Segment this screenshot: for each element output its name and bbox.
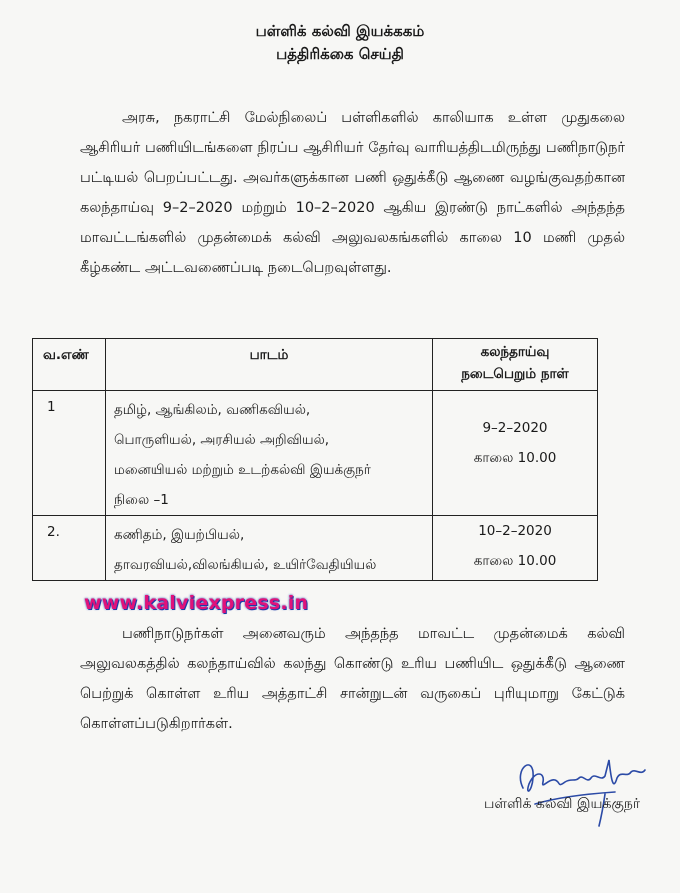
header-date-line1: கலந்தாய்வு xyxy=(480,344,550,360)
header-date-line2: நடைபெறும் நாள் xyxy=(461,366,569,382)
subject-line: மனையியல் மற்றும் உடற்கல்வி இயக்குநர் xyxy=(114,462,371,478)
intro-line: பட்டியல் பெறப்பட்டது. அவர்களுக்கான பணி ஒதுக்கீடு ஆணை வழங்குவதற்கான xyxy=(80,170,625,186)
subject-line: தமிழ், ஆங்கிலம், வணிகவியல், xyxy=(114,402,311,418)
closing-line: அலுவலகத்தில் கலந்தாய்வில் கலந்து கொண்டு உரிய பணியிட ஒதுக்கீடு ஆணை xyxy=(80,656,625,672)
intro-line: கீழ்கண்ட அட்டவணைப்படி நடைபெறவுள்ளது. xyxy=(80,260,392,276)
department-title: பள்ளிக் கல்வி இயக்ககம் xyxy=(255,22,425,40)
intro-line: அரசு, நகராட்சி மேல்நிலைப் பள்ளிகளில் காலியாக உள்ள முதுகலை xyxy=(122,110,625,126)
press-release-title: பத்திரிக்கை செய்தி xyxy=(276,45,404,63)
closing-line: பணிநாடுநர்கள் அனைவரும் அந்தந்த மாவட்ட முதன்மைக் கல்வி xyxy=(122,626,625,642)
row-date xyxy=(433,516,598,581)
row-subjects xyxy=(106,516,433,581)
closing-paragraph xyxy=(80,619,625,739)
subject-line: பொருளியல், அரசியல் அறிவியல், xyxy=(114,432,330,448)
row-time-value: காலை 10.00 xyxy=(473,450,557,466)
header-serial: வ.எண் xyxy=(33,339,106,391)
table-row xyxy=(33,516,598,581)
closing-line: கொள்ளப்படுகிறார்கள். xyxy=(80,716,233,732)
intro-line: மாவட்டங்களில் முதன்மைக் கல்வி அலுவலகங்களில் காலை 10 மணி முதல் xyxy=(80,230,625,246)
subject-line: தாவரவியல்,விலங்கியல், உயிர்வேதியியல் xyxy=(114,557,377,573)
row-time-value: காலை 10.00 xyxy=(473,553,557,569)
row-date-value: 10–2–2020 xyxy=(478,523,552,539)
row-serial: 1 xyxy=(33,391,106,516)
row-date xyxy=(433,391,598,516)
row-serial: 2. xyxy=(33,516,106,581)
signer-title: பள்ளிக் கல்வி இயக்குநர் xyxy=(484,796,641,812)
row-subjects xyxy=(106,391,433,516)
handwritten-signature xyxy=(505,748,655,828)
row-date-value: 9–2–2020 xyxy=(482,420,548,436)
intro-paragraph xyxy=(80,103,625,283)
header-date xyxy=(433,339,598,391)
subject-line: நிலை –1 xyxy=(114,492,169,508)
subject-line: கணிதம், இயற்பியல், xyxy=(114,527,245,543)
header-subject: பாடம் xyxy=(106,339,433,391)
intro-line: கலந்தாய்வு 9–2–2020 மற்றும் 10–2–2020 ஆகிய இரண்டு நாட்களில் அந்தந்த xyxy=(80,200,625,216)
table-row xyxy=(33,391,598,516)
closing-line: பெற்றுக் கொள்ள உரிய அத்தாட்சி சான்றுடன் வருகைப் புரியுமாறு கேட்டுக் xyxy=(80,686,625,702)
schedule-table xyxy=(32,338,598,581)
table-header-row xyxy=(33,339,598,391)
intro-line: ஆசிரியர் பணியிடங்களை நிரப்ப ஆசிரியர் தேர்வு வாரியத்திடமிருந்து பணிநாடுநர் xyxy=(80,140,625,156)
website-watermark: www.kalviexpress.in xyxy=(84,592,309,614)
